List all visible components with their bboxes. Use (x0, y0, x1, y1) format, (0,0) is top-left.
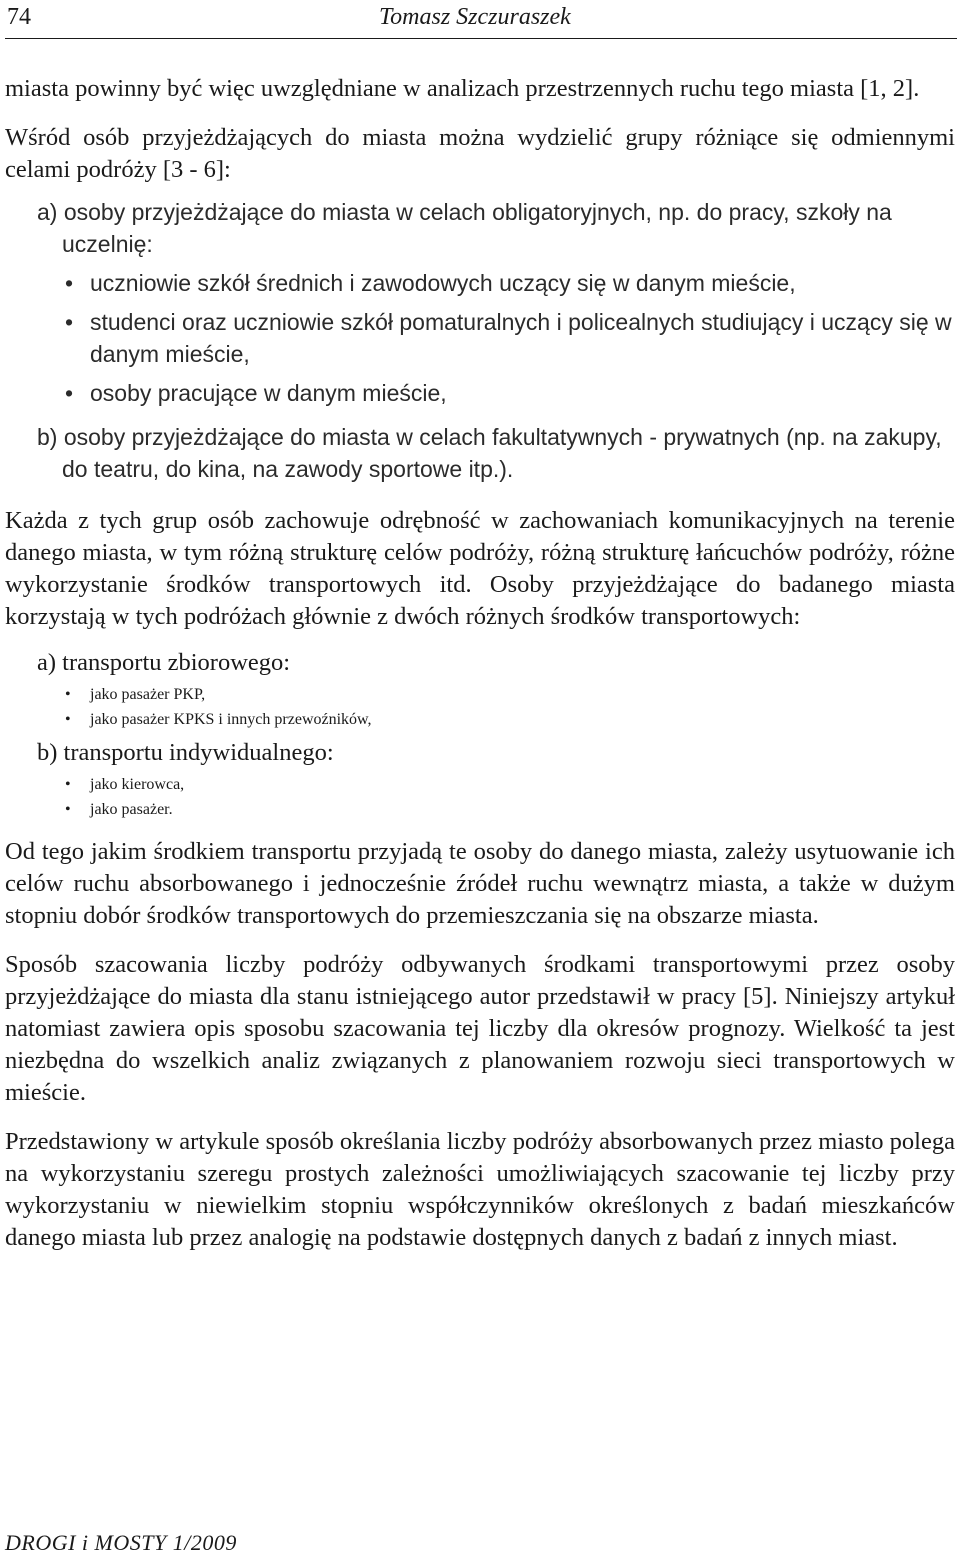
bullet-icon: • (65, 776, 71, 793)
paragraph-3: Każda z tych grup osób zachowuje odrębność w zachowaniach komunikacyjnych na terenie danego miasta, w tym różną strukturę celów podróży, różną strukturę łańcuchów podróży, różne wykorzystanie środków transportowych itd. Osoby przyjeżdżające do badanego miasta korzystają w tych podróżach głównie z dwóch różnych środków transportowych: (5, 507, 955, 630)
bullet-icon: • (65, 270, 74, 296)
running-header (5, 0, 957, 39)
paragraph-6: Przedstawiony w artykule sposób określania liczby podróży absorbowanych przez miasto polega na wykorzystaniu szeregu prostych zależności umożliwiających szacowanie tej liczby przy wykorzystaniu w niewielkim stopniu współczynników określonych z badań mieszkańców danego miasta lub przez analogię na podstawie dostępnych danych z badań z innych miast. (5, 1128, 955, 1251)
paragraph-intro-1: miasta powinny być więc uwzględniane w analizach przestrzennych ruchu tego miasta [1, 2]. (5, 75, 920, 102)
page-content (5, 73, 955, 1254)
transport-b-item (5, 801, 955, 819)
group-a-heading: a) osoby przyjeżdżające do miasta w celach obligatoryjnych, np. do pracy, szkoły na uczelnię: (37, 199, 892, 257)
list-item-text: studenci oraz uczniowie szkół pomaturalnych i policealnych studiujący i uczący się w danym mieście, (90, 309, 952, 367)
list-item-text: jako pasażer KPKS i innych przewoźników, (90, 711, 372, 728)
journal-footer: DROGI i MOSTY 1/2009 (5, 1530, 237, 1555)
group-a-item (5, 377, 955, 409)
list-item-text: jako pasażer. (90, 801, 173, 818)
bullet-icon: • (65, 711, 71, 728)
group-a-item (5, 267, 955, 299)
list-item-text: jako kierowca, (90, 776, 185, 793)
paragraph-intro-2: Wśród osób przyjeżdżających do miasta można wydzielić grupy różniące się odmiennymi celami podróży [3 - 6]: (5, 124, 955, 183)
paragraph-5: Sposób szacowania liczby podróży odbywanych środkami transportowymi przez osoby przyjeżdżające do miasta dla stanu istniejącego autor przedstawił w pracy [5]. Niniejszy artykuł natomiast zawiera opis sposobu szacowania tej liczby dla okresów prognozy. Wielkość ta jest niezbędna do wszelkich analiz związanych z planowaniem rozwoju sieci transportowych w mieście. (5, 951, 955, 1106)
transport-a-item (5, 686, 955, 704)
transport-b-heading: b) transportu indywidualnego: (37, 739, 334, 766)
list-item-text: uczniowie szkół średnich i zawodowych uczący się w danym mieście, (90, 270, 796, 296)
transport-b-item (5, 776, 955, 794)
transport-a-heading: a) transportu zbiorowego: (37, 649, 291, 676)
page-number: 74 (7, 4, 31, 30)
transport-a-item (5, 711, 955, 729)
group-b-heading: b) osoby przyjeżdżające do miasta w celach fakultatywnych - prywatnych (np. na zakupy, do teatru, do kina, na zawody sportowe itp.). (37, 424, 942, 482)
group-a-item (5, 306, 955, 370)
paragraph-4: Od tego jakim środkiem transportu przyjadą te osoby do danego miasta, zależy usytuowanie ich celów ruchu absorbowanego i jednocześnie źródeł ruchu wewnątrz miasta, a także w dużym stopniu dobór środków transportowych do przemieszczania się na obszarze miasta. (5, 838, 955, 929)
bullet-icon: • (65, 686, 71, 703)
list-item-text: jako pasażer PKP, (90, 686, 206, 703)
bullet-icon: • (65, 380, 74, 406)
running-author: Tomasz Szczuraszek (379, 4, 571, 30)
bullet-icon: • (65, 801, 71, 818)
list-item-text: osoby pracujące w danym mieście, (90, 380, 447, 406)
bullet-icon: • (65, 309, 74, 335)
